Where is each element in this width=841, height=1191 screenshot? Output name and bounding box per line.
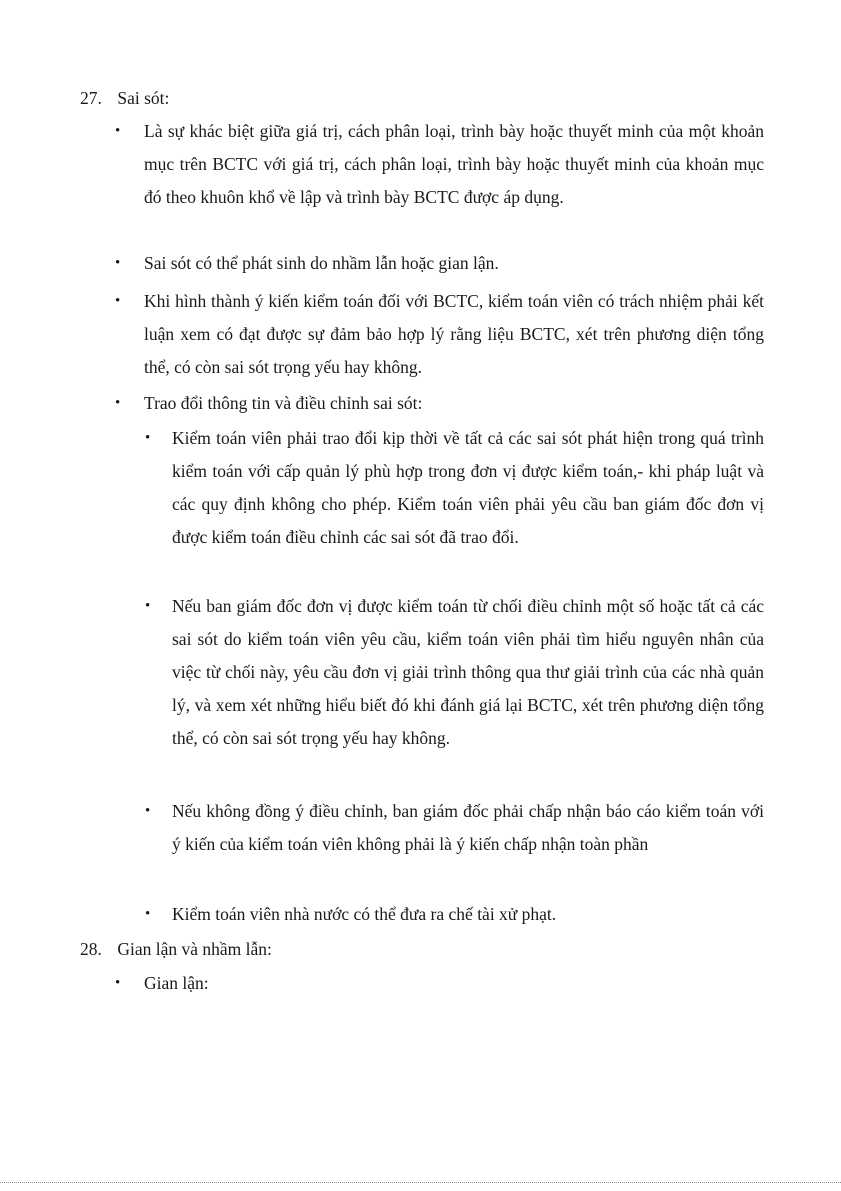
list-item: Khi hình thành ý kiến kiểm toán đối với BCTC, kiểm toán viên có trách nhiệm phải kết luận xem có đạt được sự đảm bảo hợp lý rằng liệu BCTC, xét trên phương diện tổng thể, có còn sai sót trọng yếu hay không. <box>144 291 764 377</box>
bullet-icon: • <box>115 123 121 139</box>
sub-list-item: Nếu ban giám đốc đơn vị được kiểm toán từ chối điều chỉnh một số hoặc tất cả các sai sót do kiểm toán viên yêu cầu, kiểm toán viên phải tìm hiểu nguyên nhân của việc từ chối này, yêu cầu đơn vị giải trình thông qua thư giải trình của các nhà quản lý, và xem xét những hiểu biết đó khi đánh giá lại BCTC, xét trên phương diện tổng thể, có còn sai sót trọng yếu hay không. <box>172 596 764 748</box>
list-item: Là sự khác biệt giữa giá trị, cách phân loại, trình bày hoặc thuyết minh của một khoản mục trên BCTC với giá trị, cách phân loại, trình bày hoặc thuyết minh của khoản mục đó theo khuôn khổ về lập và trình bày BCTC được áp dụng. <box>144 121 764 207</box>
section-title: Sai sót: <box>117 88 170 108</box>
bullet-icon: • <box>145 906 151 922</box>
bullet-icon: • <box>115 255 121 271</box>
bullet-icon: • <box>145 430 151 446</box>
list-item: Trao đổi thông tin và điều chỉnh sai sót: <box>144 393 423 413</box>
section-number: 27. <box>80 88 102 108</box>
bullet-icon: • <box>145 803 151 819</box>
bullet-icon: • <box>115 293 121 309</box>
sub-list-item: Nếu không đồng ý điều chỉnh, ban giám đốc phải chấp nhận báo cáo kiểm toán với ý kiến của kiểm toán viên không phải là ý kiến chấp nhận toàn phần <box>172 801 764 854</box>
section-28-heading <box>80 933 780 966</box>
bullet-icon: • <box>145 598 151 614</box>
section-27-heading <box>80 82 780 115</box>
list-item: Gian lận: <box>144 973 209 993</box>
sub-list-item: Kiểm toán viên nhà nước có thể đưa ra chế tài xử phạt. <box>172 904 557 924</box>
page-bottom-divider <box>0 1182 841 1183</box>
list-item: Sai sót có thể phát sinh do nhầm lẫn hoặc gian lận. <box>144 253 499 273</box>
section-title: Gian lận và nhầm lẫn: <box>117 939 272 959</box>
sub-list-item: Kiểm toán viên phải trao đổi kịp thời về tất cả các sai sót phát hiện trong quá trình kiểm toán với cấp quản lý phù hợp trong đơn vị được kiểm toán,- khi pháp luật và các quy định không cho phép. Kiểm toán viên phải yêu cầu ban giám đốc đơn vị được kiểm toán điều chỉnh các sai sót đã trao đổi. <box>172 428 764 547</box>
bullet-icon: • <box>115 395 121 411</box>
bullet-icon: • <box>115 975 121 991</box>
section-number: 28. <box>80 939 102 959</box>
